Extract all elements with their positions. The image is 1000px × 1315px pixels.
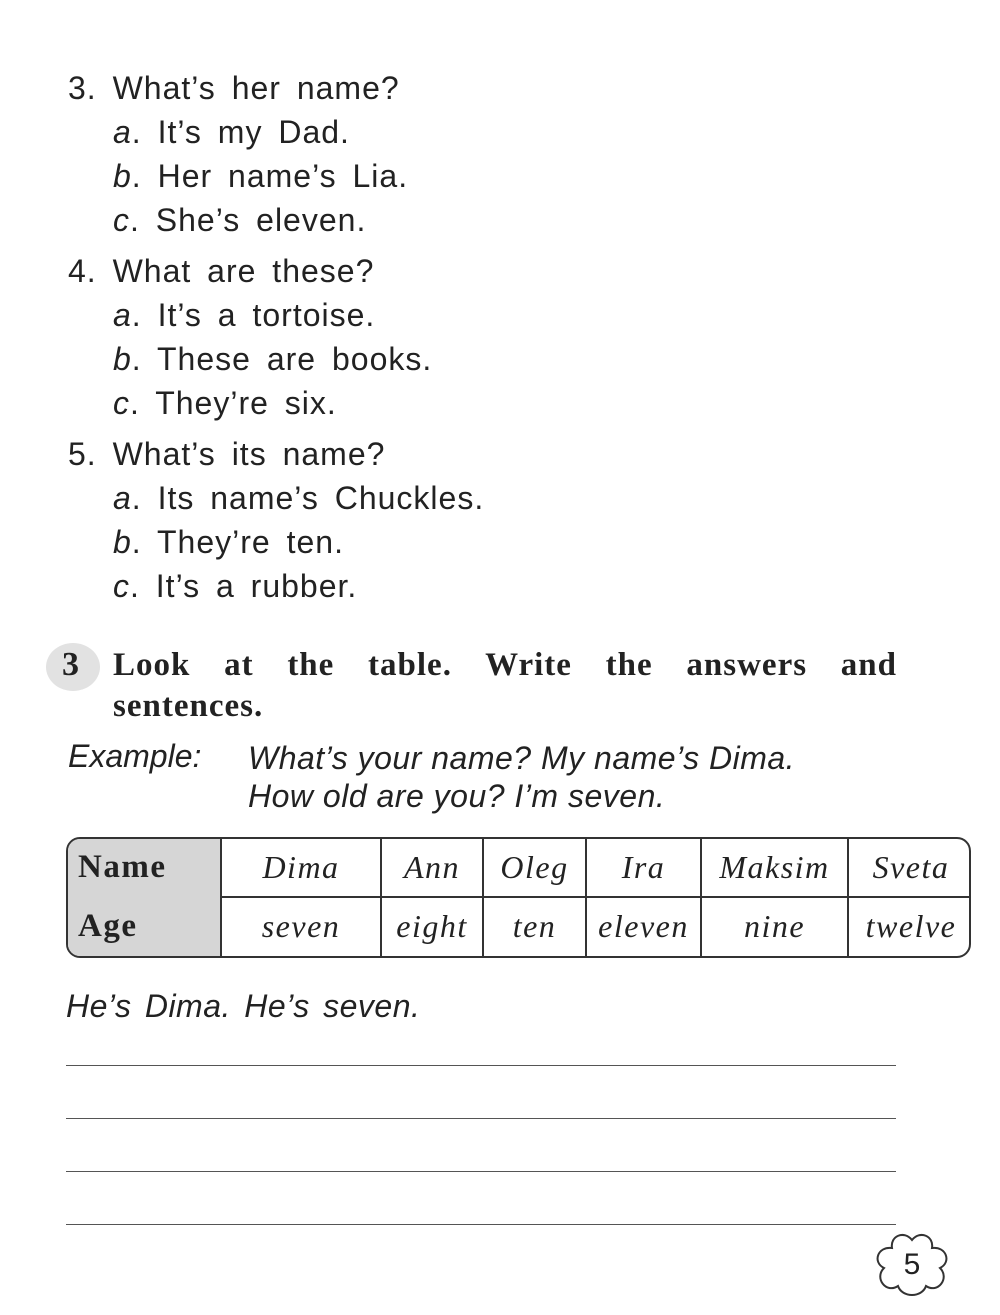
task-number: 3 [62,646,79,683]
question-text: What’s its name? [112,436,386,472]
task-instruction-line-1: Look at the table. Write the answers and [113,647,897,683]
name-cell: Ann [380,839,482,896]
option-text: Its name’s Chuckles. [157,480,485,516]
question-4 [68,253,374,290]
writing-line[interactable] [66,1118,896,1119]
example-line-1: What’s your name? My name’s Dima. [248,740,796,776]
question-5 [68,436,385,473]
name-cell: Maksim [700,839,847,896]
option-letter: a [113,114,132,150]
option-text: She’s eleven. [155,202,367,238]
example-label: Example: [68,738,202,774]
option-letter: b [113,158,132,194]
option-text: They’re six. [155,385,337,421]
age-cell: nine [700,896,847,956]
option-letter: b [113,341,132,377]
table-row-ages [68,896,969,956]
question-3 [68,70,400,107]
option-text: They’re ten. [157,524,344,560]
option-5b: b. They’re ten. [113,524,344,560]
name-cell: Dima [220,839,380,896]
option-text: It’s my Dad. [157,114,350,150]
example-line-2: How old are you? I’m seven. [248,778,666,814]
age-cell: eleven [585,896,700,956]
option-letter: b [113,524,132,560]
age-cell: ten [482,896,585,956]
task-instruction-line-2: sentences. [113,688,264,724]
writing-line[interactable] [66,1171,896,1172]
option-3a: a. It’s my Dad. [113,114,350,150]
option-letter: c [113,385,130,421]
option-text: It’s a tortoise. [157,297,376,333]
table-row-names [68,839,969,898]
name-age-table [66,837,971,958]
row-header-age: Age [68,896,220,956]
name-cell: Oleg [482,839,585,896]
option-5c: c. It’s a rubber. [113,568,358,604]
age-cell: twelve [847,896,971,956]
option-3c: c. She’s eleven. [113,202,367,238]
option-4a: a. It’s a tortoise. [113,297,376,333]
page-number: 5 [903,1248,921,1281]
name-cell: Sveta [847,839,971,896]
option-text: It’s a rubber. [155,568,358,604]
option-letter: a [113,297,132,333]
writing-line[interactable] [66,1065,896,1066]
option-text: Her name’s Lia. [157,158,409,194]
row-header-name: Name [68,839,220,896]
writing-line[interactable] [66,1224,896,1225]
age-cell: eight [380,896,482,956]
question-text: What are these? [112,253,375,289]
option-letter: a [113,480,132,516]
option-5a: a. Its name’s Chuckles. [113,480,485,516]
option-4b: b. These are books. [113,341,433,377]
option-3b: b. Her name’s Lia. [113,158,409,194]
question-number: 5. [68,436,97,472]
question-text: What’s her name? [112,70,400,106]
answer-example: He’s Dima. He’s seven. [66,988,421,1024]
option-4c: c. They’re six. [113,385,337,421]
option-text: These are books. [157,341,433,377]
question-number: 3. [68,70,97,106]
age-cell: seven [220,896,380,956]
name-cell: Ira [585,839,700,896]
option-letter: c [113,202,130,238]
question-number: 4. [68,253,97,289]
option-letter: c [113,568,130,604]
